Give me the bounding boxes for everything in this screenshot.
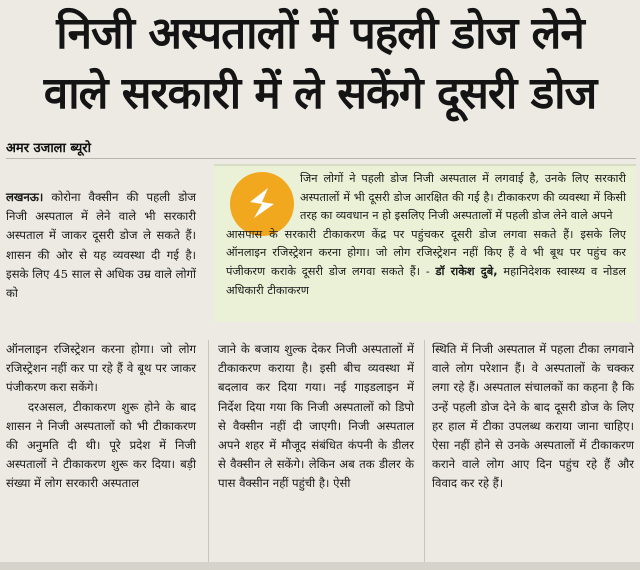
- headline: [8, 4, 632, 124]
- article-col-mid-text: जाने के बजाय शुल्क देकर निजी अस्पतालों में टीकाकरण कराया है। इसी बीच व्यवस्था में बदलाव कर दिया गया। नई गाइडलाइन में निर्देश दिया गया कि निजी अस्पतालों को डिपो से वैक्सीन नहीं दी जाएगी। निजी अस्पताल अपने शहर में मौजूद संबंधित कंपनी के डीलर से वैक्सीन ले सकेंगे। लेकिन अब तक डीलर के पास वैक्सीन नहीं पहुंची है। ऐसी: [218, 342, 414, 491]
- quote-lines-beside-logo: जिन लोगों ने पहली डोज निजी अस्पताल में लगवाई है, उनके लिए सरकारी अस्पतालों में भी दूसरी डोज आरक्षित की गई है। टीकाकरण की व्यवस्था में किसी तरह का व्यवधान न हो इसलिए निजी अस्पतालों में पहली डोज लेने वाले अपने: [300, 172, 626, 223]
- column-divider-2: [424, 340, 425, 562]
- page-bottom-strip: [0, 562, 640, 570]
- quote-author: डॉ राकेश दुबे,: [435, 264, 498, 278]
- byline-divider: [6, 158, 636, 159]
- quote-lines-full: आसपास के सरकारी टीकाकरण केंद्र पर पहुंचकर दूसरी डोज लगवा सकते हैं। इसके लिए ऑनलाइन रजिस्ट्रेशन करना होगा। जो लोग रजिस्ट्रेशन नहीं किए हैं वे भी बूथ पर पहुंच कर पंजीकरण कराके दूसरी डोज लगवा सकते हैं। -: [226, 227, 626, 278]
- article-col-left-para-1: ऑनलाइन रजिस्ट्रेशन करना होगा। जो लोग रजिस्ट्रेशन नहीं कर पा रहे हैं वे बूथ पर जाकर पंजीकरण करा सकेंगे।: [6, 342, 196, 395]
- article-column-left-bottom: [6, 340, 196, 494]
- quote-text: [226, 170, 626, 300]
- article-column-right: [432, 340, 634, 494]
- article-column-middle: [218, 340, 414, 494]
- article-dateline: लखनऊ।: [6, 190, 44, 204]
- quote-box: [214, 164, 636, 322]
- article-column-left-top: [6, 188, 196, 303]
- headline-line-1: निजी अस्पतालों में पहली डोज लेने: [56, 8, 584, 59]
- byline: अमर उजाला ब्यूरो: [6, 141, 91, 156]
- article-col-left-para-2: दरअसल, टीकाकरण शुरू होने के बाद शासन ने निजी अस्पतालों को भी टीकाकरण की अनुमति दी थी। पूरे प्रदेश में निजी अस्पतालों ने टीकाकरण शुरू कर दिया। बड़ी संख्या में लोग सरकारी अस्पताल: [6, 399, 196, 491]
- headline-line-2: वाले सरकारी में ले सकेंगे दूसरी डोज: [43, 68, 597, 119]
- quote-designation: महानिदेशक स्वास्थ्य व नोडल अधिकारी टीकाकरण: [226, 264, 627, 297]
- column-divider-1: [208, 340, 209, 562]
- article-col-right-text: स्थिति में निजी अस्पताल में पहला टीका लगवाने वाले लोग परेशान हैं। वे अस्पतालों के चक्कर लगा रहे हैं। अस्पताल संचालकों का कहना है कि उन्हें पहली डोज देने के बाद दूसरी डोज के लिए हर हाल में टीका उपलब्ध कराया जाना चाहिए। ऐसा नहीं होने से उनके अस्पतालों में टीकाकरण कराने वाले लोग आए दिन पहुंच रहे हैं और विवाद कर रहे हैं।: [432, 342, 634, 491]
- article-col-left-top-text: कोरोना वैक्सीन की पहली डोज निजी अस्पताल में लेने वाले भी सरकारी अस्पताल में जाकर दूसरी डोज ले सकते हैं। शासन की ओर से यह व्यवस्था दी गई है। इसके लिए 45 साल से अधिक उम्र वाले लोगों को: [6, 190, 197, 301]
